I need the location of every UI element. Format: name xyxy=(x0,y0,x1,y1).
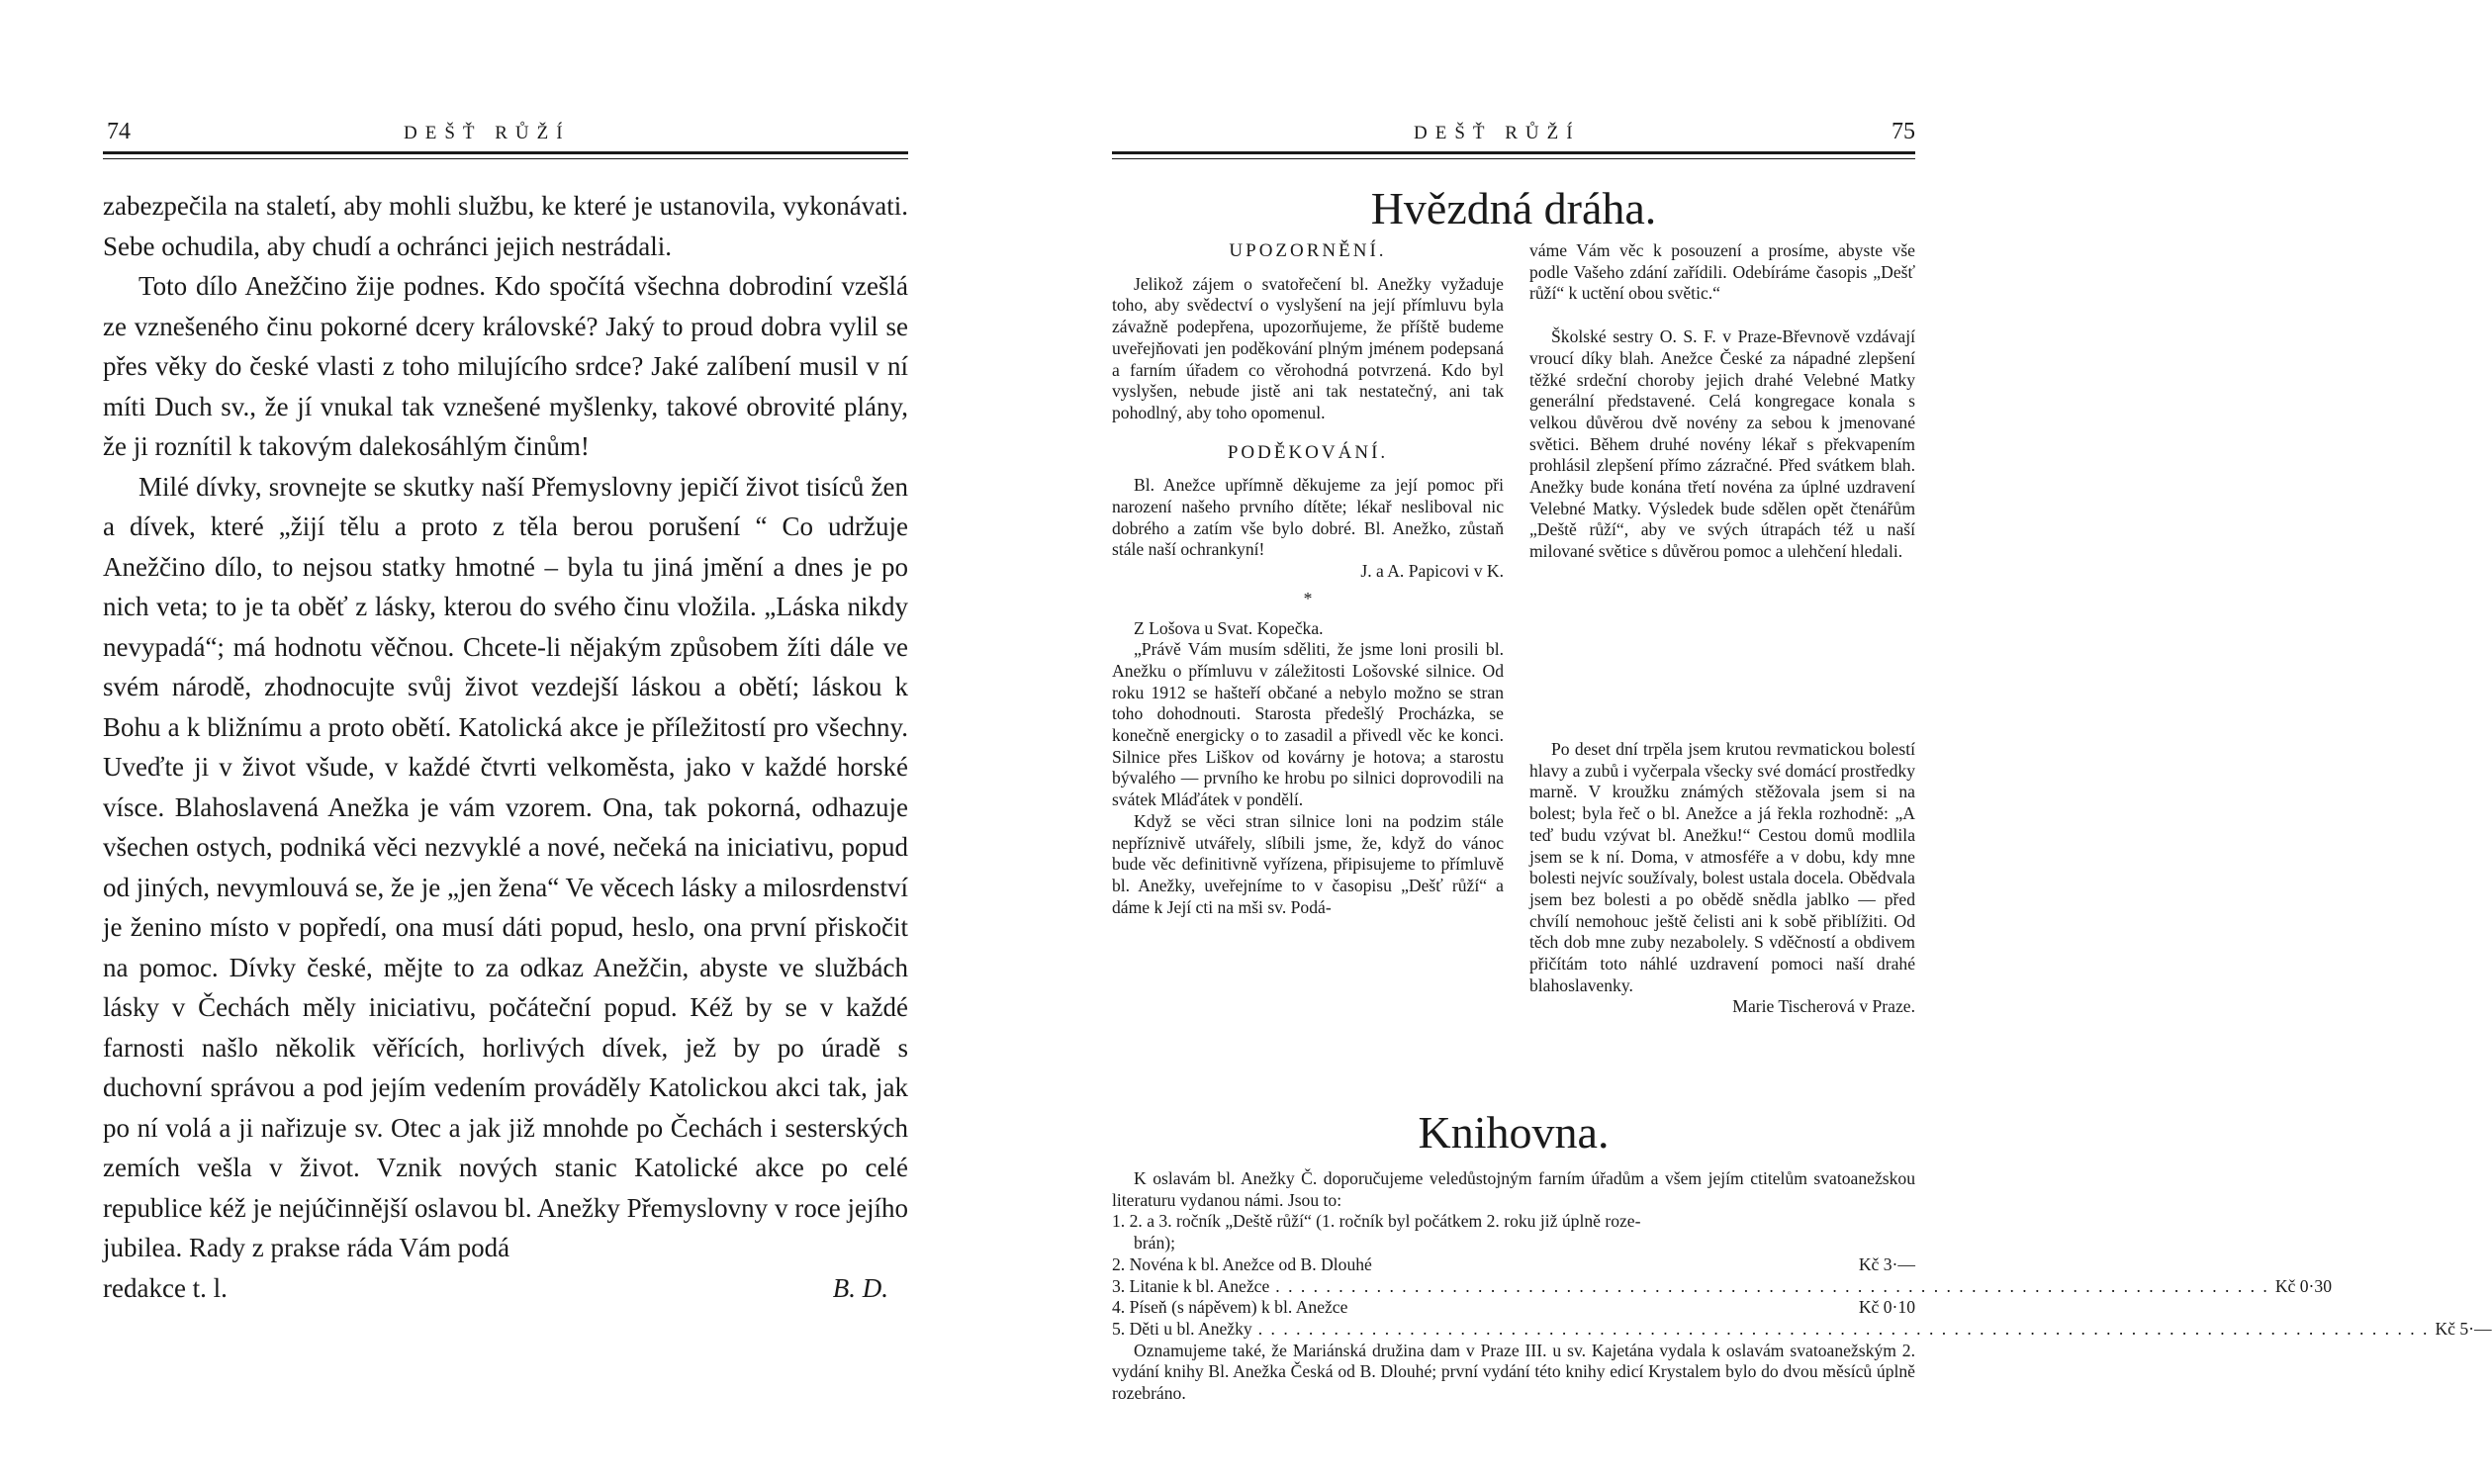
separator-star: * xyxy=(1303,588,1313,608)
right-column-2 xyxy=(1529,240,1915,563)
running-title-left: DEŠŤ RŮŽÍ xyxy=(404,123,571,143)
knihovna-section xyxy=(1112,1168,2492,1405)
knihovna-item-name: 5. Děti u bl. Anežky xyxy=(1112,1318,1252,1339)
knihovna-item-1-cont: brán); xyxy=(1134,1233,1176,1253)
knihovna-item-name: 3. Litanie k bl. Anežce xyxy=(1112,1275,1270,1296)
knihovna-item xyxy=(1112,1318,2492,1341)
header-rule-left-thin xyxy=(103,158,908,159)
right-column-1 xyxy=(1112,240,1504,918)
knihovna-item xyxy=(1112,1275,2332,1298)
knihovna-item xyxy=(1112,1297,1915,1319)
sestry-text: Školské sestry O. S. F. v Praze-Břevnově vzdávají vroucí díky blah. Anežce České za nápadné zlepšení těžké srdeční choroby jejich drahé Velebné Matky generální představené. Celá kongregace konala s velkou důvěrou dvě novény za sebou k jmenované světici. Během druhé novény lékař s překvapením prohlásil zlepšení přímo zázračné. Před svátkem blah. Anežky bude konána třetí novéna za úplné uzdravení Velebné Matky. Výsledek bude sdělen opět čtenářům „Deště růží“, aby ve svých útrapách též u naší milované světice s důvěrou pomoc a ulehčení hledali. xyxy=(1529,326,1915,562)
closing-text: redakce t. l. xyxy=(103,1272,228,1303)
leader-dots xyxy=(1353,1297,1852,1319)
podekovani-text: Bl. Anežce upřímně děkujeme za její pomoc při narození našeho prvního dítěte; lékař nesliboval nic dobrého a zatím vše bylo dobré. Bl. Anežko, zůstaň stále naší ochrankyní! xyxy=(1112,475,1504,560)
header-rule-right xyxy=(1112,151,1915,154)
knihovna-item-price: Kč 0·30 xyxy=(2274,1275,2332,1296)
paragraph: Toto dílo Anežčino žije podnes. Kdo spočítá všechna dobrodiní vzešlá ze vznešeného činu pokorné dcery královské? Jaký to proud dobra vylil se přes věky do české vlasti z toho milujícího srdce? Jaké zalíbení musil v ní míti Duch sv., že jí vnukal tak vznešené myšlenky, takové obrovité plány, že ji roznítil k takovým dalekosáhlým činům! xyxy=(103,271,908,461)
leader-dots xyxy=(1378,1254,1853,1276)
left-page xyxy=(0,0,1003,1484)
heading-upozorneni: UPOZORNĚNÍ. xyxy=(1229,240,1387,261)
header-rule-right-thin xyxy=(1112,158,1915,159)
section-title-hvezdna-draha: Hvězdná dráha. xyxy=(1370,183,1657,233)
upozorneni-text: Jelikož zájem o svatořečení bl. Anežky vyžaduje toho, aby svědectví o vyslyšení na její přímluvu byla závažně podepřena, upozorňujeme, že příště budeme uveřejňovati jen poděkování plným jménem podepsaná a farním úřadem co věrohodná potvrzená. Kdo byl vyslyšen, nebude jistě ani tak nestatečný, ani tak pohodlný, aby toho opomenul. xyxy=(1112,273,1504,422)
right-page-header xyxy=(1112,117,1915,146)
losov-place: Z Lošova u Svat. Kopečka. xyxy=(1134,617,1324,638)
heading-podekovani: PODĚKOVÁNÍ. xyxy=(1227,441,1389,463)
knihovna-outro: Oznamujeme také, že Mariánská družina dam v Praze III. u sv. Kajetána vydala k oslavám svatoanežským 2. vydání knihy Bl. Anežka Česká od B. Dlouhé; první vydání této knihy edicí Krystalem bylo do dvou měsíců úplně rozebráno. xyxy=(1112,1340,1915,1404)
closing-line xyxy=(103,1268,908,1309)
leader-dots: . . . . . . . . . . . . . . . . . . . . . . . . . . . . . . . . . . . . . . . . . . . . . . . . . . . . . . . . . . . . . . . . . . . . . . . . . . . . . . . . . . . . . . . . . . . . . xyxy=(1257,1318,2430,1339)
leader-dots: . . . . . . . . . . . . . . . . . . . . . . . . . . . . . . . . . . . . . . . . . . . . . . . . . . . . . . . . . . . . . . . . . . . . . . . . . . . . . . . xyxy=(1275,1275,2269,1296)
page-number-left: 74 xyxy=(107,119,131,144)
section-title-knihovna: Knihovna. xyxy=(1418,1107,1610,1158)
knihovna-item-1: 1. 2. a 3. ročník „Deště růží“ (1. ročník byl počátkem 2. roku již úplně roze- xyxy=(1112,1211,1641,1232)
signature: B. D. xyxy=(832,1272,888,1303)
losov-paragraph-1: „Právě Vám musím sděliti, že jsme loni prosili bl. Anežku o přímluvu v záležitosti Lošovské silnice. Od roku 1912 se hašteří občané a nebylo možno se stran toho dohodnouti. Starosta předešlý Procházka, se konečně energicky o to zasadil a přivedl věc ke konci. Silnice přes Liškov od kovárny je hotova; a starostu bývalého — prvního ke hrobu po silnici doprovodili na svátek Mláďátek v pondělí. xyxy=(1112,639,1504,810)
header-rule-left xyxy=(103,151,908,154)
knihovna-item-price: Kč 3·— xyxy=(1858,1253,1915,1274)
paragraph: Milé dívky, srovnejte se skutky naší Přemyslovny jepičí život tisíců žen a dívek, které „žijí tělu a proto z těla berou porušení “ Co udržuje Anežčino dílo, to nejsou statky hmotné – byla tu jiná jmění a dnes je po nich veta; to je ta oběť z lásky, kterou do svého činu vložila. „Láska nikdy nevypadá“; má hodnotu věčnou. Chcete-li nějakým způsobem žíti dále ve svém národě, zhodnocujte svůj život vezdejší láskou a obětí; láskou k Bohu a k bližnímu a proto obětí. Katolická akce je příležitostí pro všechny. Uveďte ji v život všude, v každé čtvrti velkoměsta, jako v každé horské vísce. Blahoslavená Anežka je vám vzorem. Ona, tak pokorná, odhazuje všechen ostych, podniká věci nezvyklé a nové, nečeká na iniciativu, popud od jiných, nevymlouvá se, že je „jen žena“ Ve věcech lásky a milosrdenství je ženino místo v popředí, ona musí dáti popud, heslo, ona první přiskočit na pomoc. Dívky české, mějte to za odkaz Anežčin, abyste ve službách lásky v Čechách měly iniciativu, počáteční popud. Kéž by se v každé farnosti našlo několik věřících, horlivých dívek, jež by po úradě s duchovní správou a pod jejím vedením prováděly Katolickou akci tak, jak po ní volá a ji nařizuje sv. Otec a jak již mnohde po Čechách i sesterských zemích vešla v život. Vznik nových stanic Katolické akce po celé republice kéž je nejúčinnější oslavou bl. Anežky Přemyslovny v roce jejího jubilea. Rady z prakse ráda Vám podá xyxy=(103,471,908,1262)
losov-continuation: váme Vám věc k posouzení a prosíme, abyste vše podle Vašeho zdání zařídili. Odebíráme časopis „Dešť růží“ k uctění obou světic.“ xyxy=(1529,240,1915,304)
podekovani-signature: J. a A. Papicovi v K. xyxy=(1360,561,1504,582)
tischer-text: Po deset dní trpěla jsem krutou revmatickou bolestí hlavy a zubů i vyčerpala všecky své domácí prostředky marně. V kroužku známých stěžovala jsem si na bolest; byla řeč o bl. Anežce a já řekla rozhodně: „A teď budu vzývat bl. Anežku!“ Cestou domů modlila jsem se k ní. Doma, v atmosféře a v dobu, kdy mne bolesti nejvíc soužívaly, bolest ustala docela. Obědvala jsem bez bolesti a po obědě snědla jablko — před chvílí nemohouc ještě čelisti ani k sobě přiblížiti. Od těch dob mne zuby nezabolely. S vděčností a obdivem přičítám toto náhlé uzdravení pomoci naší drahé blahoslavenky. xyxy=(1529,739,1915,995)
knihovna-item-name: 4. Píseň (s nápěvem) k bl. Anežce xyxy=(1112,1297,1348,1318)
left-body-text xyxy=(103,186,908,1308)
right-column-2-lower xyxy=(1529,739,1915,1018)
left-page-header xyxy=(107,117,908,146)
knihovna-item-price: Kč 0·10 xyxy=(1858,1297,1915,1318)
running-title-right: DEŠŤ RŮŽÍ xyxy=(1414,123,1581,143)
page-number-right: 75 xyxy=(1892,119,1915,144)
tischer-signature: Marie Tischerová v Praze. xyxy=(1732,996,1915,1017)
knihovna-item xyxy=(1112,1254,1915,1276)
losov-paragraph-2: Když se věci stran silnice loni na podzim stále nepříznivě utvářely, slíbili jsme, že, když do vánoc bude věc definitivně vyřízena, připisujeme to přímluvě bl. Anežky, uveřejníme to v časopisu „Dešť růží“ a dáme k Její cti na mši sv. Podá- xyxy=(1112,810,1504,917)
knihovna-item-price: Kč 5·— xyxy=(2435,1318,2492,1339)
knihovna-item-name: 2. Novéna k bl. Anežce od B. Dlouhé xyxy=(1112,1253,1372,1274)
paragraph: zabezpečila na staletí, aby mohli službu, ke které je ustanovila, vykonávati. Sebe ochudila, aby chudí a ochránci jejich nestrádali. xyxy=(103,191,908,261)
knihovna-intro: K oslavám bl. Anežky Č. doporučujeme veledůstojným farním úřadům a všem jejím ctitelům svatoanežskou literaturu vydanou námi. Jsou to: xyxy=(1112,1168,1915,1210)
